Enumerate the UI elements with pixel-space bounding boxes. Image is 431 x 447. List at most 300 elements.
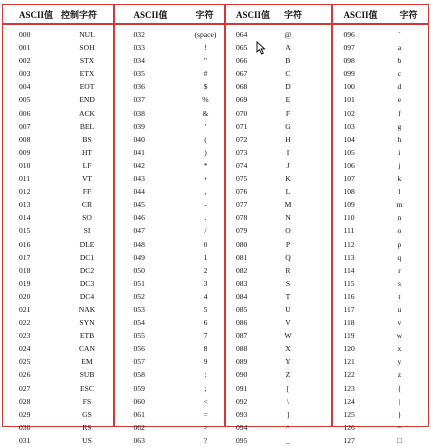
char-cell: (space)	[194, 30, 217, 39]
ascii-code-cell: 122	[343, 370, 355, 380]
table-row	[115, 368, 223, 381]
table-row	[226, 54, 332, 67]
table-row	[115, 185, 223, 198]
char-cell: $	[203, 82, 208, 92]
ascii-code-cell: 003	[19, 69, 31, 79]
char-cell: 8	[203, 344, 208, 354]
ascii-code-cell: 108	[343, 187, 355, 197]
char-cell: +	[203, 174, 208, 184]
ascii-code-cell: 093	[235, 409, 248, 419]
header-char-label: 字符	[399, 10, 418, 20]
char-cell: *	[203, 160, 208, 170]
ascii-code-cell: 101	[343, 95, 355, 105]
char-cell: B	[285, 56, 291, 66]
ascii-code-cell: 040	[133, 134, 145, 144]
char-cell: 1	[203, 252, 208, 262]
table-row	[3, 133, 113, 146]
char-cell: ;	[204, 383, 207, 393]
table-row	[333, 382, 428, 395]
table-row	[115, 408, 223, 421]
table-row	[3, 172, 113, 185]
char-cell: NAK	[78, 304, 96, 314]
char-cell: SI	[83, 226, 91, 236]
table-row	[3, 185, 113, 198]
table-row	[226, 172, 332, 185]
char-cell: I	[286, 147, 290, 157]
table-row	[333, 28, 428, 41]
column-header	[333, 5, 428, 25]
char-cell: c	[397, 69, 402, 79]
ascii-code-cell: 010	[19, 160, 31, 170]
ascii-code-cell: 062	[133, 422, 145, 432]
char-cell: DC1	[79, 252, 95, 262]
table-row	[115, 238, 223, 251]
char-cell: {	[397, 383, 402, 393]
ascii-code-cell: 027	[19, 383, 31, 393]
table-row	[3, 355, 113, 368]
char-cell: !	[204, 43, 207, 53]
char-cell: Z	[285, 370, 291, 380]
ascii-code-cell: 005	[19, 95, 31, 105]
ascii-code-cell: 024	[19, 344, 31, 354]
ascii-code-cell: 117	[343, 304, 355, 314]
char-cell: w	[396, 331, 403, 341]
char-cell: a	[397, 43, 402, 53]
ascii-code-cell: 090	[235, 370, 248, 380]
ascii-code-cell: 119	[343, 331, 355, 341]
table-row	[115, 303, 223, 316]
table-row	[3, 198, 113, 211]
table-row	[115, 146, 223, 159]
ascii-code-cell: 075	[235, 174, 248, 184]
ascii-code-cell: 123	[343, 383, 355, 393]
char-cell: ,	[204, 187, 207, 197]
ascii-code-cell: 067	[235, 69, 248, 79]
char-cell: ACK	[78, 108, 96, 118]
table-row	[3, 408, 113, 421]
char-cell: P	[285, 239, 291, 249]
ascii-code-cell: 089	[235, 357, 248, 367]
char-cell: t	[398, 291, 401, 301]
ascii-code-cell: 065	[235, 43, 248, 53]
ascii-code-cell: 037	[133, 95, 145, 105]
table-row	[333, 185, 428, 198]
ascii-code-cell: 099	[343, 69, 355, 79]
ascii-code-cell: 063	[133, 435, 145, 445]
ascii-code-cell: 001	[19, 43, 31, 53]
table-row	[333, 395, 428, 408]
char-cell: CAN	[78, 344, 96, 354]
ascii-code-cell: 056	[133, 344, 145, 354]
column-header	[226, 5, 332, 25]
table-row	[333, 264, 428, 277]
char-cell: 2	[203, 265, 208, 275]
char-cell: g	[397, 121, 402, 131]
char-cell: R	[285, 265, 291, 275]
char-cell: EM	[81, 357, 93, 367]
ascii-code-cell: 079	[235, 226, 248, 236]
table-row	[3, 54, 113, 67]
char-cell: STX	[79, 56, 95, 66]
ascii-code-cell: 023	[19, 331, 31, 341]
table-row	[333, 67, 428, 80]
table-row	[333, 159, 428, 172]
table-row	[226, 421, 332, 434]
table-row	[3, 264, 113, 277]
table-row	[115, 290, 223, 303]
table-row	[226, 67, 332, 80]
ascii-code-cell: 120	[343, 344, 355, 354]
ascii-code-cell: 095	[235, 435, 248, 445]
table-row	[226, 329, 332, 342]
ascii-code-cell: 019	[19, 278, 31, 288]
char-cell: r	[398, 265, 401, 275]
ascii-code-cell: 091	[235, 383, 248, 393]
table-row	[3, 93, 113, 106]
header-code-label: ASCII值	[133, 10, 168, 20]
ascii-code-cell: 116	[343, 291, 355, 301]
table-row	[115, 80, 223, 93]
ascii-code-cell: 050	[133, 265, 145, 275]
table-row	[333, 434, 428, 447]
char-cell: K	[285, 174, 291, 184]
table-row	[333, 224, 428, 237]
ascii-code-cell: 053	[133, 304, 145, 314]
char-cell: U	[285, 304, 291, 314]
table-row	[3, 421, 113, 434]
ascii-code-cell: 103	[343, 121, 355, 131]
table-row	[226, 133, 332, 146]
char-cell: G	[285, 121, 291, 131]
char-cell: □	[397, 435, 402, 445]
table-row	[333, 408, 428, 421]
char-cell: D	[285, 82, 291, 92]
table-row	[226, 408, 332, 421]
char-cell: F	[285, 108, 291, 118]
ascii-code-cell: 084	[235, 291, 248, 301]
char-cell: ETX	[79, 69, 95, 79]
ascii-code-cell: 126	[343, 422, 355, 432]
table-row	[226, 159, 332, 172]
char-cell: O	[285, 226, 291, 236]
char-cell: C	[285, 69, 291, 79]
char-cell: -	[204, 200, 207, 210]
ascii-code-cell: 081	[235, 252, 248, 262]
table-row	[115, 342, 223, 355]
char-cell: BS	[82, 134, 92, 144]
char-cell: SO	[82, 213, 92, 223]
char-cell: DC2	[79, 265, 95, 275]
table-row	[115, 251, 223, 264]
table-row	[3, 80, 113, 93]
char-cell: )	[204, 147, 207, 157]
char-cell: T	[285, 291, 291, 301]
char-cell: k	[397, 174, 402, 184]
char-cell: z	[397, 370, 402, 380]
ascii-code-cell: 064	[235, 30, 248, 39]
table-row	[115, 316, 223, 329]
table-row	[3, 251, 113, 264]
table-row	[3, 303, 113, 316]
char-cell: V	[285, 318, 291, 328]
header-char-label: 字符	[283, 10, 302, 20]
ascii-code-cell: 085	[235, 304, 248, 314]
table-row	[115, 355, 223, 368]
char-cell: |	[398, 396, 401, 406]
table-row	[3, 382, 113, 395]
table-row	[333, 54, 428, 67]
ascii-code-cell: 070	[235, 108, 248, 118]
char-cell: }	[397, 409, 402, 419]
table-row	[115, 264, 223, 277]
table-row	[115, 277, 223, 290]
ascii-code-cell: 028	[19, 396, 31, 406]
table-row	[333, 133, 428, 146]
ascii-code-cell: 083	[235, 278, 248, 288]
char-cell: NUL	[79, 30, 95, 39]
ascii-code-cell: 082	[235, 265, 248, 275]
table-row	[226, 198, 332, 211]
ascii-code-cell: 013	[19, 200, 31, 210]
ascii-code-cell: 045	[133, 200, 145, 210]
ascii-code-cell: 088	[235, 344, 248, 354]
table-row	[226, 290, 332, 303]
table-row	[3, 290, 113, 303]
ascii-code-cell: 018	[19, 265, 31, 275]
table-row	[3, 277, 113, 290]
table-row	[226, 264, 332, 277]
ascii-code-cell: 030	[19, 422, 31, 432]
char-cell: LF	[82, 160, 92, 170]
char-cell: :	[204, 370, 207, 380]
char-cell: J	[286, 160, 290, 170]
ascii-code-cell: 115	[343, 278, 355, 288]
table-row	[226, 80, 332, 93]
table-row	[226, 224, 332, 237]
char-cell: u	[397, 304, 402, 314]
table-row	[226, 28, 332, 41]
char-cell: US	[82, 435, 92, 445]
ascii-code-cell: 097	[343, 43, 355, 53]
ascii-code-cell: 060	[133, 396, 145, 406]
ascii-code-cell: 038	[133, 108, 145, 118]
ascii-code-cell: 107	[343, 174, 355, 184]
table-row	[115, 211, 223, 224]
ascii-code-cell: 068	[235, 82, 248, 92]
ascii-code-cell: 098	[343, 56, 355, 66]
char-cell: @	[284, 30, 292, 39]
char-cell: <	[203, 396, 208, 406]
ascii-code-cell: 002	[19, 56, 31, 66]
ascii-code-cell: 059	[133, 383, 145, 393]
table-row	[226, 146, 332, 159]
char-cell: #	[203, 69, 208, 79]
ascii-code-cell: 032	[133, 30, 145, 39]
ascii-code-cell: 102	[343, 108, 355, 118]
char-cell: ~	[397, 422, 402, 432]
table-row	[3, 434, 113, 447]
char-cell: Y	[285, 357, 291, 367]
table-row	[115, 133, 223, 146]
table-row	[3, 329, 113, 342]
char-cell: 9	[203, 357, 208, 367]
table-row	[226, 211, 332, 224]
table-row	[333, 93, 428, 106]
ascii-code-cell: 012	[19, 187, 31, 197]
table-row	[3, 41, 113, 54]
table-row	[333, 290, 428, 303]
table-row	[226, 120, 332, 133]
ascii-code-cell: 127	[343, 435, 355, 445]
ascii-code-cell: 086	[235, 318, 248, 328]
mouse-cursor-icon	[256, 41, 268, 55]
char-cell: "	[203, 56, 208, 66]
table-row	[3, 368, 113, 381]
char-cell: N	[285, 213, 291, 223]
char-cell: FS	[82, 396, 92, 406]
table-row	[226, 107, 332, 120]
ascii-code-cell: 000	[19, 30, 31, 39]
table-row	[333, 421, 428, 434]
ascii-code-cell: 100	[343, 82, 355, 92]
char-cell: FF	[82, 187, 92, 197]
ascii-code-cell: 074	[235, 160, 248, 170]
table-row	[333, 80, 428, 93]
ascii-code-cell: 104	[343, 134, 355, 144]
ascii-code-cell: 046	[133, 213, 145, 223]
table-row	[333, 251, 428, 264]
char-cell: ]	[286, 409, 290, 419]
table-row	[333, 368, 428, 381]
ascii-code-cell: 124	[343, 396, 355, 406]
table-row	[333, 41, 428, 54]
table-row	[333, 107, 428, 120]
table-row	[115, 329, 223, 342]
table-row	[226, 382, 332, 395]
header-code-label: ASCII值	[19, 10, 54, 20]
char-cell: END	[79, 95, 95, 105]
char-cell: CR	[81, 200, 93, 210]
char-cell: _	[286, 435, 290, 445]
table-row	[3, 224, 113, 237]
ascii-code-cell: 073	[235, 147, 248, 157]
ascii-code-cell: 121	[343, 357, 355, 367]
table-column	[331, 5, 428, 445]
char-cell: l	[398, 187, 401, 197]
char-cell: (	[204, 134, 207, 144]
ascii-code-cell: 057	[133, 357, 145, 367]
char-cell: Q	[285, 252, 291, 262]
table-row	[226, 277, 332, 290]
ascii-code-cell: 077	[235, 200, 248, 210]
char-cell: x	[397, 344, 402, 354]
table-row	[3, 395, 113, 408]
ascii-code-cell: 092	[235, 396, 248, 406]
char-cell: m	[396, 200, 403, 210]
ascii-code-cell: 096	[343, 30, 355, 39]
table-row	[115, 54, 223, 67]
char-cell: v	[397, 318, 402, 328]
table-row	[333, 211, 428, 224]
table-column	[113, 5, 223, 445]
char-cell: 7	[203, 331, 208, 341]
ascii-code-cell: 009	[19, 147, 31, 157]
ascii-code-cell: 025	[19, 357, 31, 367]
ascii-code-cell: 033	[133, 43, 145, 53]
ascii-code-cell: 069	[235, 95, 248, 105]
char-cell: SUB	[79, 370, 95, 380]
table-column	[3, 5, 113, 445]
ascii-code-cell: 017	[19, 252, 31, 262]
table-row	[115, 382, 223, 395]
table-row	[333, 120, 428, 133]
char-cell: W	[284, 331, 292, 341]
table-row	[333, 342, 428, 355]
ascii-code-cell: 071	[235, 121, 248, 131]
column-header	[3, 5, 113, 25]
ascii-code-cell: 029	[19, 409, 31, 419]
header-char-label: 字符	[195, 10, 214, 20]
table-row	[3, 238, 113, 251]
table-row	[226, 251, 332, 264]
table-row	[115, 434, 223, 447]
ascii-code-cell: 109	[343, 200, 355, 210]
table-row	[333, 355, 428, 368]
table-row	[3, 146, 113, 159]
ascii-table	[2, 4, 429, 445]
ascii-code-cell: 021	[19, 304, 31, 314]
ascii-code-cell: 026	[19, 370, 31, 380]
table-row	[226, 316, 332, 329]
char-cell: i	[398, 147, 401, 157]
ascii-code-cell: 049	[133, 252, 145, 262]
ascii-code-cell: 044	[133, 187, 145, 197]
char-cell: RS	[82, 422, 92, 432]
table-row	[115, 93, 223, 106]
table-row	[226, 434, 332, 447]
ascii-code-cell: 072	[235, 134, 248, 144]
ascii-code-cell: 094	[235, 422, 248, 432]
ascii-code-cell: 114	[343, 265, 355, 275]
char-cell: H	[285, 134, 291, 144]
ascii-code-cell: 113	[343, 252, 355, 262]
ascii-code-cell: 031	[19, 435, 31, 445]
ascii-code-cell: 047	[133, 226, 145, 236]
char-cell: p	[397, 239, 402, 249]
char-cell: o	[397, 226, 402, 236]
char-cell: HT	[81, 147, 93, 157]
header-code-label: ASCII值	[343, 10, 378, 20]
table-row	[3, 107, 113, 120]
table-row	[226, 41, 332, 54]
table-row	[115, 224, 223, 237]
table-row	[3, 159, 113, 172]
char-cell: =	[203, 409, 208, 419]
char-cell: ^	[286, 422, 290, 432]
char-cell: X	[285, 344, 291, 354]
table-row	[115, 120, 223, 133]
char-cell: S	[285, 278, 291, 288]
ascii-code-cell: 058	[133, 370, 145, 380]
char-cell: ETB	[79, 331, 95, 341]
table-row	[3, 211, 113, 224]
char-cell: 5	[203, 304, 208, 314]
ascii-code-cell: 087	[235, 331, 248, 341]
table-row	[115, 395, 223, 408]
char-cell: %	[202, 95, 209, 105]
table-row	[333, 329, 428, 342]
ascii-code-cell: 007	[19, 121, 31, 131]
